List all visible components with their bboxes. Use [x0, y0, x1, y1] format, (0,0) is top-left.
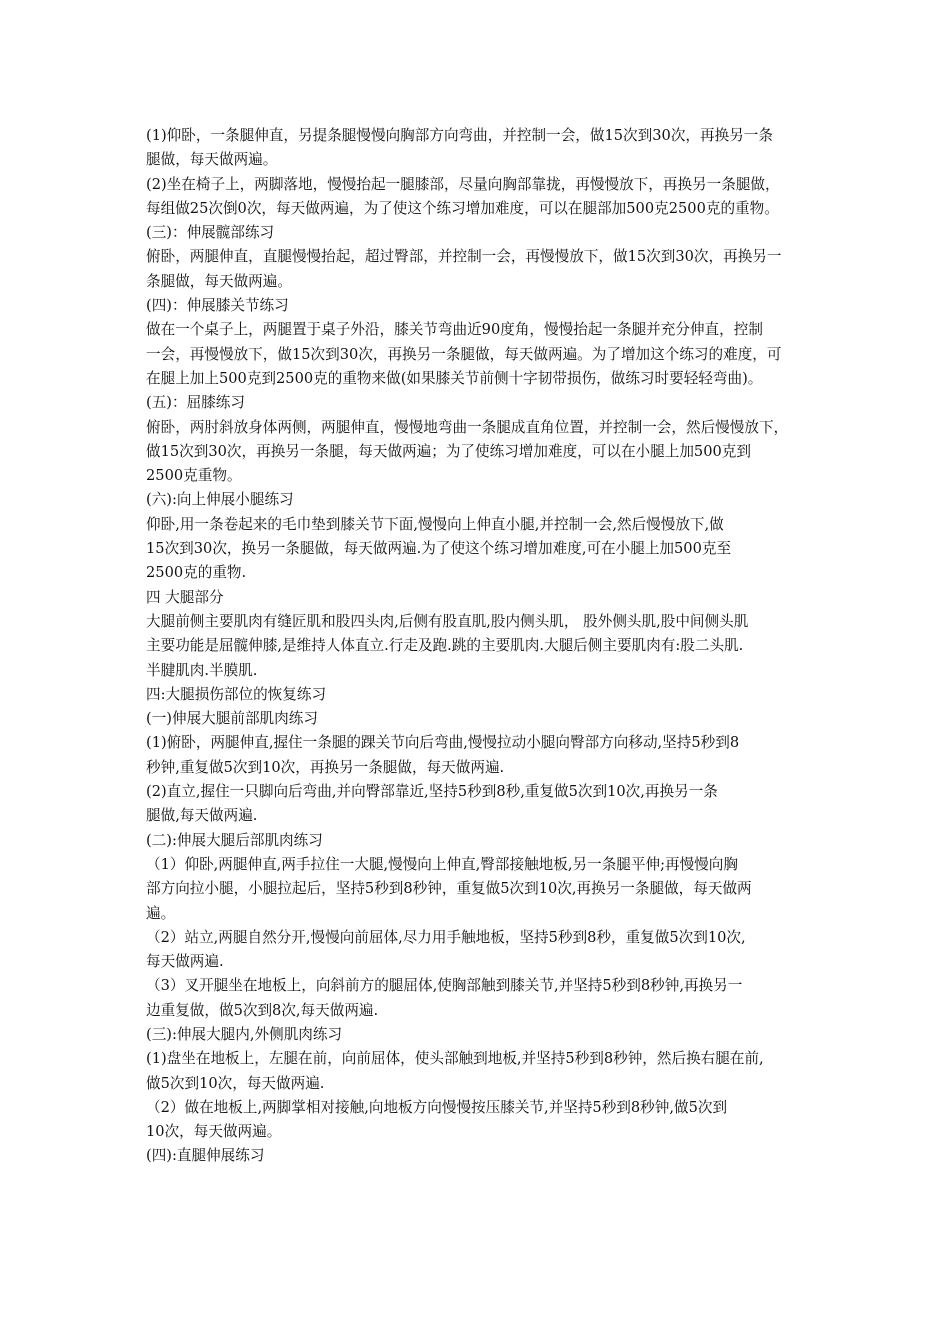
text-line: (2)坐在椅子上，两脚落地，慢慢抬起一腿膝部，尽量向胸部靠拢，再慢慢放下，再换另一条腿做， — [146, 175, 780, 193]
text-line: 每组做25次倒0次，每天做两遍，为了使这个练习增加难度，可以在腿部加500克2500克的重物。 — [146, 199, 779, 217]
text-line: (1)盘坐在地板上，左腿在前，向前屈体，使头部触到地板,并坚持5秒到8秒钟，然后换右腿在前, — [146, 1050, 764, 1068]
section-heading: (六):向上伸展小腿练习 — [146, 491, 294, 509]
text-line: 10次，每天做两遍。 — [146, 1123, 282, 1141]
text-line: 秒钟,重复做5次到10次，再换另一条腿做，每天做两遍. — [146, 758, 505, 776]
text-line: （3）叉开腿坐在地板上，向斜前方的腿屈体,使胸部触到膝关节,并坚持5秒到8秒钟,再换另一 — [146, 977, 743, 995]
text-line: 一会，再慢慢放下，做15次到30次，再换另一条腿做，每天做两遍。为了增加这个练习的难度，可 — [146, 345, 782, 363]
section-heading: (三)：伸展髋部练习 — [146, 224, 275, 242]
text-line: 腿做，每天做两遍。 — [146, 151, 278, 169]
text-line: 遍。 — [146, 904, 176, 922]
text-line: 主要功能是屈髋伸膝,是维持人体直立.行走及跑.跳的主要肌肉.大腿后侧主要肌肉有:股二头肌. — [146, 637, 744, 655]
text-line: 俯卧，两肘斜放身体两侧，两腿伸直，慢慢地弯曲一条腿成直角位置，并控制一会，然后慢慢放下， — [146, 418, 789, 436]
text-line: 做在一个桌子上，两腿置于桌子外沿，膝关节弯曲近90度角，慢慢抬起一条腿并充分伸直，控制 — [146, 321, 763, 339]
text-line: 大腿前侧主要肌肉有缝匠肌和股四头肉,后侧有股直肌,股内侧头肌， 股外侧头肌,股中间侧头肌 — [146, 612, 749, 630]
text-line: （1）仰卧,两腿伸直,两手拉住一大腿,慢慢向上伸直,臀部接触地板,另一条腿平伸;再慢慢向胸 — [146, 855, 738, 873]
text-line: 腿做,每天做两遍. — [146, 807, 258, 825]
text-line: (1)俯卧，两腿伸直,握住一条腿的踝关节向后弯曲,慢慢拉动小腿向臀部方向移动,坚持5秒到8 — [146, 734, 740, 752]
section-heading: (四):直腿伸展练习 — [146, 1147, 265, 1165]
section-heading: (一)伸展大腿前部肌肉练习 — [146, 710, 318, 728]
text-line: (2)直立,握住一只脚向后弯曲,并向臀部靠近,坚持5秒到8秒,重复做5次到10次,再换另一条 — [146, 783, 718, 801]
text-line: 部方向拉小腿，小腿拉起后，坚持5秒到8秒钟，重复做5次到10次,再换另一条腿做，每天做两 — [146, 880, 752, 898]
text-line: (1)仰卧，一条腿伸直，另提条腿慢慢向胸部方向弯曲，并控制一会，做15次到30次，再换另一条 — [146, 127, 773, 144]
text-line: 每天做两遍. — [146, 953, 224, 971]
text-line: 仰卧,用一条卷起来的毛巾垫到膝关节下面,慢慢向上伸直小腿,并控制一会,然后慢慢放下,做 — [146, 515, 724, 533]
section-heading: (四)：伸展膝关节练习 — [146, 297, 289, 315]
text-line: 条腿做，每天做两遍。 — [146, 272, 292, 290]
text-line: （2）做在地板上,两脚掌相对接触,向地板方向慢慢按压膝关节,并坚持5秒到8秒钟,做5次到 — [146, 1098, 728, 1116]
text-line: 2500克重物。 — [146, 467, 242, 485]
text-line: 俯卧，两腿伸直，直腿慢慢抬起，超过臀部，并控制一会，再慢慢放下，做15次到30次，再换另一 — [146, 248, 782, 266]
section-heading: 四:大腿损伤部位的恢复练习 — [146, 685, 327, 703]
text-line: 半腱肌肉.半膜肌. — [146, 661, 258, 679]
text-line: 边重复做，做5次到8次,每天做两遍. — [146, 1001, 379, 1019]
text-line: 做5次到10次，每天做两遍. — [146, 1074, 325, 1092]
section-heading: 四 大腿部分 — [146, 588, 224, 606]
text-line: 做15次到30次，再换另一条腿，每天做两遍；为了使练习增加难度，可以在小腿上加500克到 — [146, 442, 751, 460]
text-line: （2）站立,两腿自然分开,慢慢向前屈体,尽力用手触地板，坚持5秒到8秒，重复做5次到10次, — [146, 928, 746, 946]
text-line: 2500克的重物. — [146, 564, 247, 582]
text-line: 15次到30次，换另一条腿做，每天做两遍.为了使这个练习增加难度,可在小腿上加500克至 — [146, 540, 732, 558]
document-body — [146, 124, 814, 1169]
section-heading: (五)：屈膝练习 — [146, 394, 245, 412]
section-heading: (二):伸展大腿后部肌肉练习 — [146, 831, 323, 849]
text-line: 在腿上加上500克到2500克的重物来做(如果膝关节前侧十字韧带损伤，做练习时要轻轻弯曲)。 — [146, 369, 763, 387]
section-heading: (三):伸展大腿内,外侧肌肉练习 — [146, 1025, 343, 1043]
